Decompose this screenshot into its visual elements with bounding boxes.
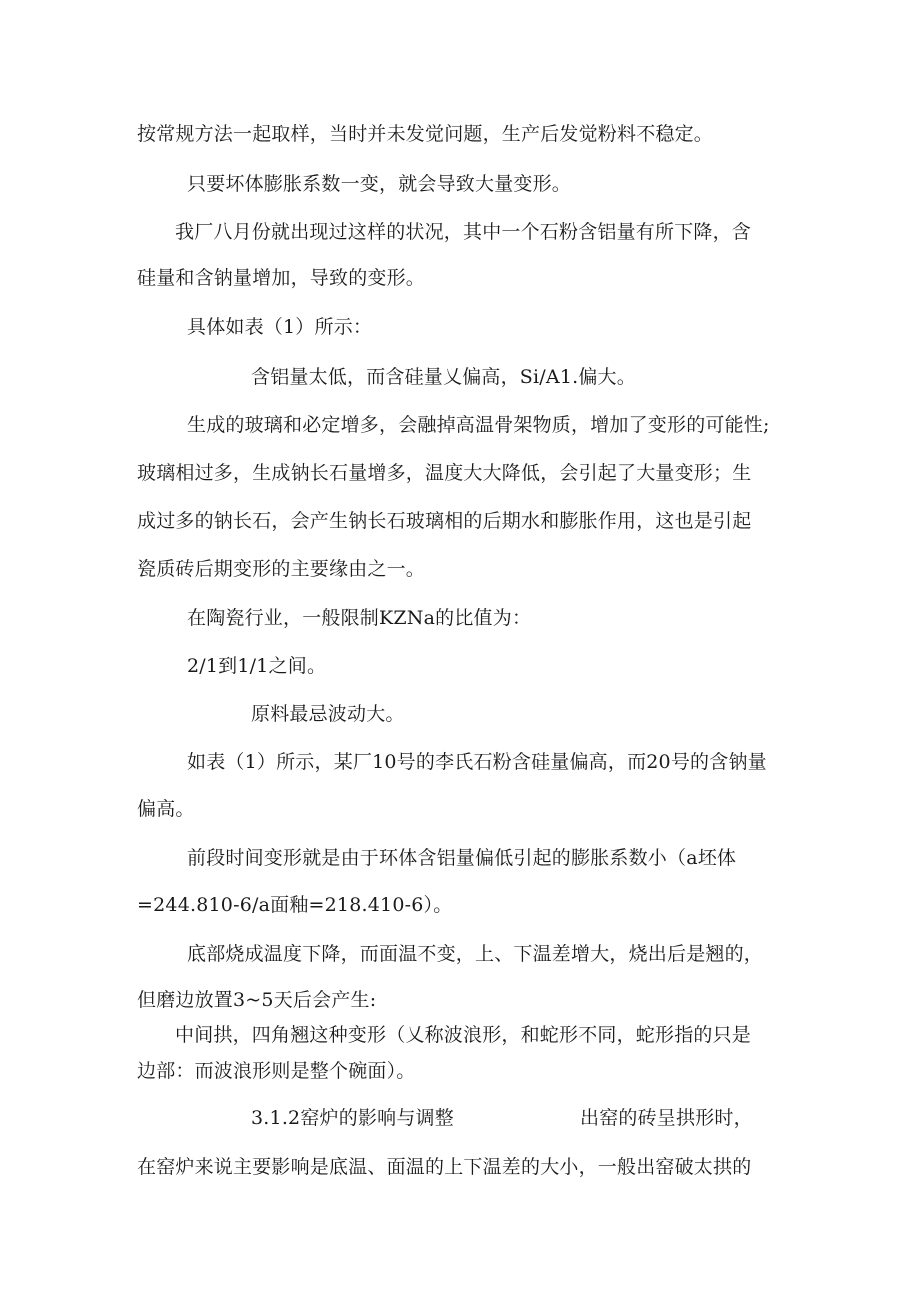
- text-line-21: 边部：而波浪形则是整个碗面）。: [137, 1060, 416, 1082]
- text-line-9: 成过多的钠长石，会产生钠长石玻璃相的后期水和膨胀作用，这也是引起: [137, 510, 752, 532]
- text-line-10: 瓷质砖后期变形的主要缘由之一。: [137, 558, 426, 580]
- text-line-11: 在陶瓷行业，一般限制KZNa的比值为：: [187, 607, 532, 629]
- text-line-14: 如表（1）所示，某厂10号的李氏石粉含硅量偏高，而20号的含钠量: [187, 751, 767, 773]
- text-line-6: 含铝量太低，而含硅量乂偏高，Si/A1.偏大。: [251, 366, 636, 388]
- text-line-15: 偏高。: [137, 798, 195, 820]
- text-line-22: 出窑的砖呈拱形时，: [580, 1107, 753, 1129]
- text-line-4: 硅量和含钠量增加，导致的变形。: [137, 267, 426, 289]
- section-heading-3-1-2: 3.1.2窑炉的影响与调整: [251, 1107, 454, 1129]
- text-line-3: 我厂八月份就出现过这样的状况，其中一个石粉含铝量有所下降，含: [175, 221, 752, 243]
- text-line-20: 中间拱，四角翘这种变形（乂称波浪形，和蛇形不同，蛇形指的只是: [175, 1024, 752, 1046]
- text-line-8: 玻璃相过多，生成钠长石量增多，温度大大降低，会引起了大量变形；生: [137, 462, 752, 484]
- text-line-5: 具体如表（1）所示：: [187, 316, 373, 338]
- text-line-23: 在窑炉来说主要影响是底温、面温的上下温差的大小，一般出窑破太拱的: [137, 1156, 752, 1178]
- text-line-19: 但磨边放置3~5天后会产生:: [137, 989, 377, 1011]
- text-line-12: 2/1到1/1之间。: [187, 655, 327, 677]
- text-line-7: 生成的玻璃和必定增多，会融掉高温骨架物质，增加了变形的可能性;: [187, 414, 770, 436]
- text-line-13: 原料最忌波动大。: [251, 703, 405, 725]
- text-line-16: 前段时间变形就是由于环体含铝量偏低引起的膨胀系数小（a坯体: [187, 847, 737, 869]
- text-line-17: =244.810-6/a面釉=218.410-6）。: [137, 894, 453, 916]
- text-line-2: 只要坏体膨胀系数一变，就会导致大量变形。: [187, 173, 572, 195]
- text-line-18: 底部烧成温度下降，而面温不变，上、下温差增大，烧出后是翘的，: [187, 943, 764, 965]
- text-line-1: 按常规方法一起取样，当时并未发觉问题，生产后发觉粉料不稳定。: [137, 123, 714, 145]
